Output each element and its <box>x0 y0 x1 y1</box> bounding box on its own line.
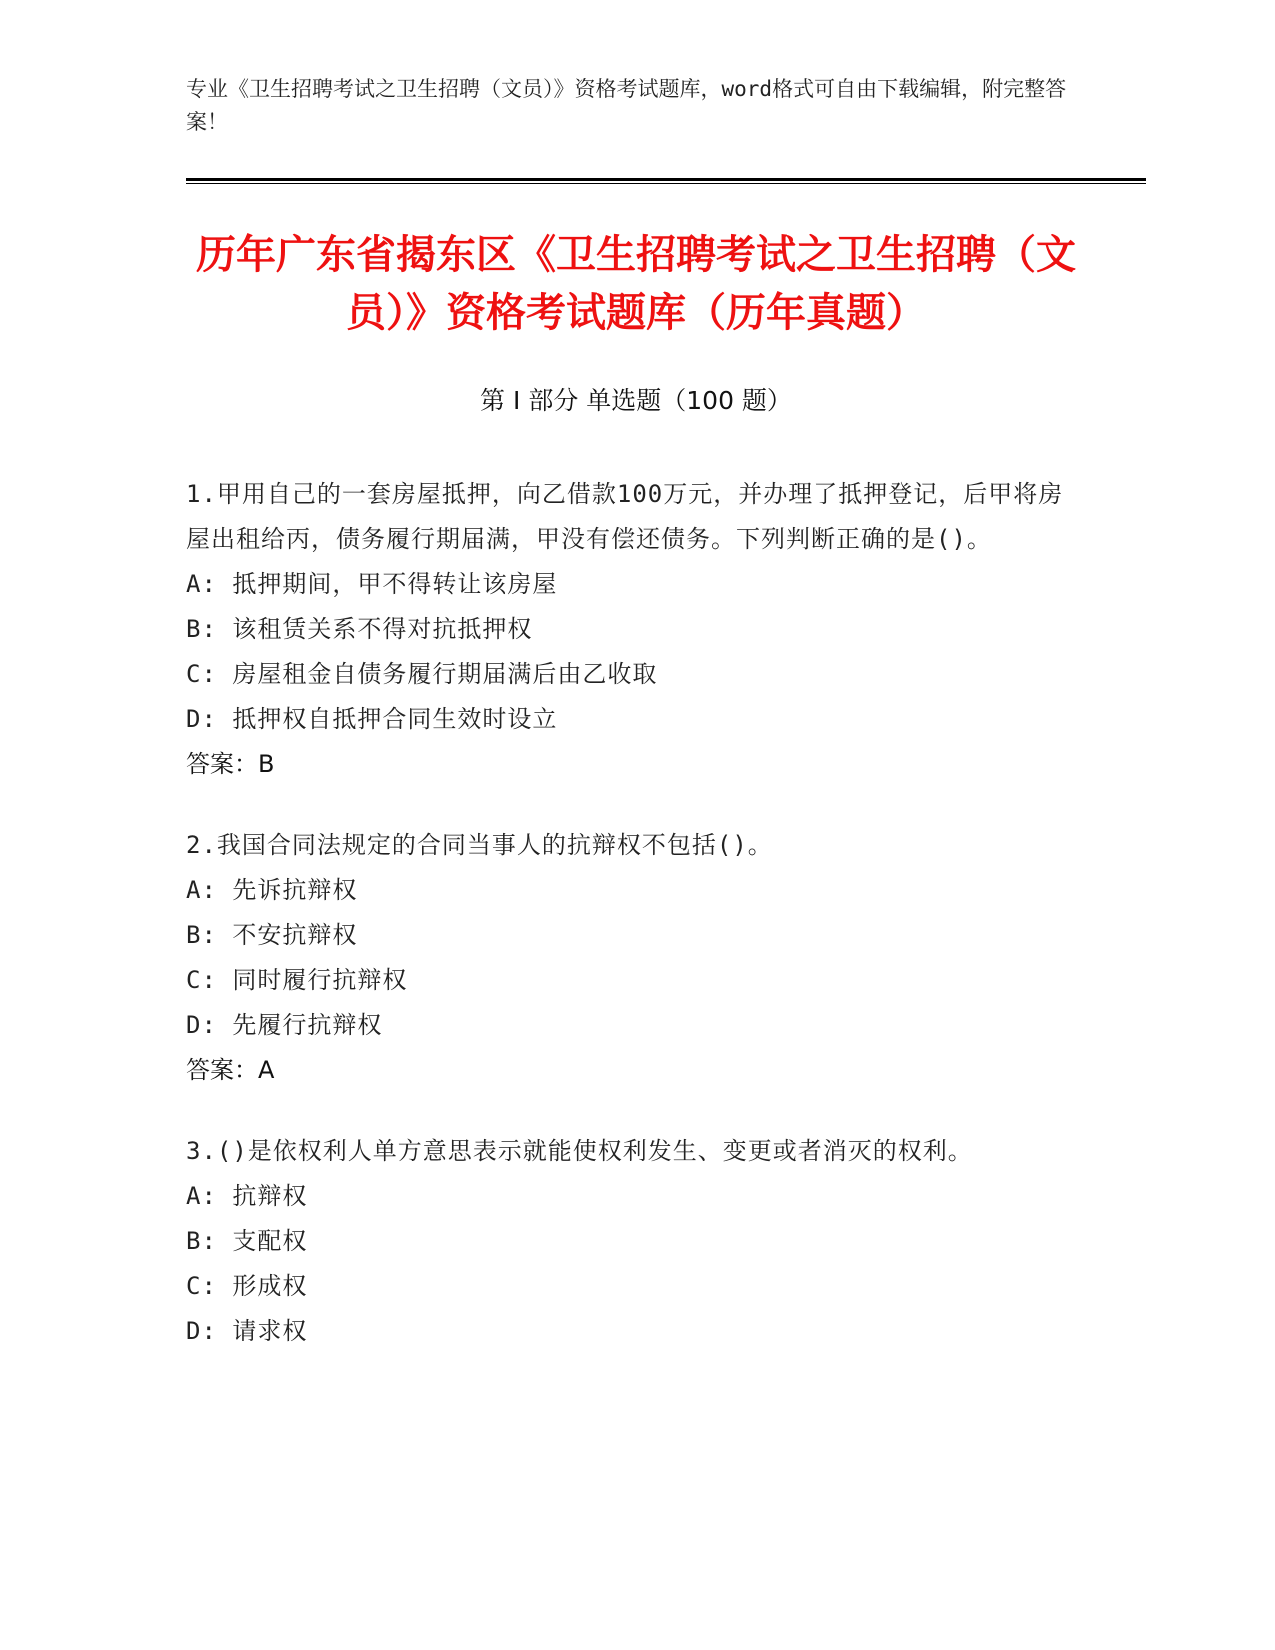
option-c: C: 房屋租金自债务履行期届满后由乙收取 <box>186 660 658 688</box>
option-c: C: 形成权 <box>186 1272 308 1300</box>
option-b: B: 支配权 <box>186 1227 308 1255</box>
question-1 <box>186 472 1066 787</box>
header-divider-thin <box>186 183 1146 184</box>
question-list <box>186 472 1066 1390</box>
answer-line: 答案：A <box>186 1056 275 1084</box>
option-c: C: 同时履行抗辩权 <box>186 966 408 994</box>
header-note: 专业《卫生招聘考试之卫生招聘（文员）》资格考试题库，word格式可自由下载编辑，附完整答案！ <box>186 77 1067 134</box>
section-title: 第 I 部分 单选题（100 题） <box>480 386 792 415</box>
question-stem: 1.甲用自己的一套房屋抵押，向乙借款100万元，并办理了抵押登记，后甲将房屋出租给丙，债务履行期届满，甲没有偿还债务。下列判断正确的是()。 <box>186 480 1064 553</box>
question-stem: 3.()是依权利人单方意思表示就能使权利发生、变更或者消灭的权利。 <box>186 1137 973 1165</box>
option-d: D: 先履行抗辩权 <box>186 1011 383 1039</box>
header-divider-thick <box>186 178 1146 181</box>
option-a: A: 抗辩权 <box>186 1182 308 1210</box>
question-2 <box>186 823 1066 1093</box>
option-a: A: 先诉抗辩权 <box>186 876 358 904</box>
option-d: D: 抵押权自抵押合同生效时设立 <box>186 705 558 733</box>
option-a: A: 抵押期间，甲不得转让该房屋 <box>186 570 558 598</box>
question-stem: 2.我国合同法规定的合同当事人的抗辩权不包括()。 <box>186 831 773 859</box>
document-title: 历年广东省揭东区《卫生招聘考试之卫生招聘（文员）》资格考试题库（历年真题） <box>196 232 1076 336</box>
question-3 <box>186 1129 1066 1354</box>
answer-line: 答案：B <box>186 750 275 778</box>
option-b: B: 该租赁关系不得对抗抵押权 <box>186 615 533 643</box>
option-d: D: 请求权 <box>186 1317 308 1345</box>
option-b: B: 不安抗辩权 <box>186 921 358 949</box>
